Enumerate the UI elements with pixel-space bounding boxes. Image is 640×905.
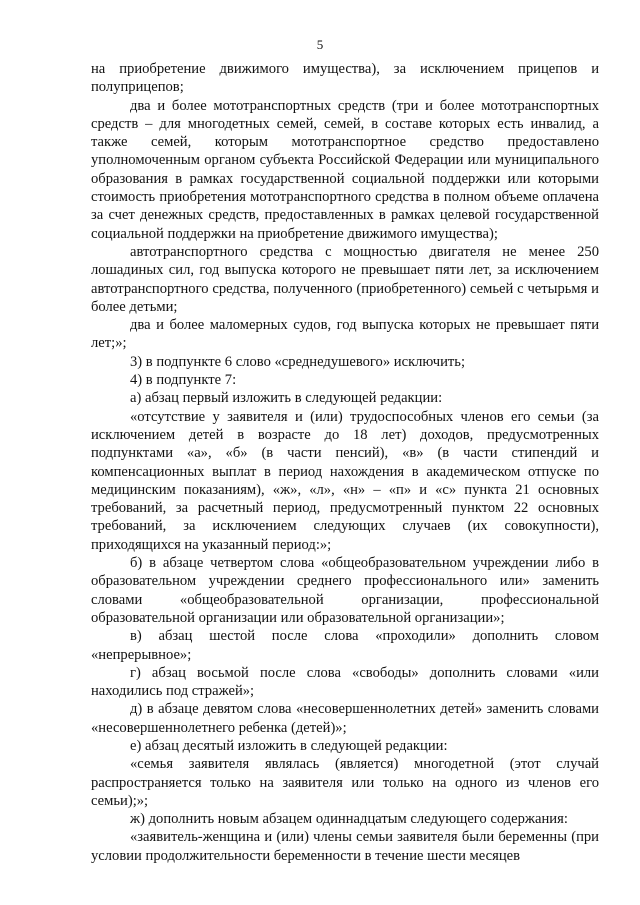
paragraph: «заявитель-женщина и (или) члены семьи заявителя были беременны (при условии продолжительности беременности в течение шести месяцев <box>91 829 599 864</box>
paragraph: два и более маломерных судов, год выпуска которых не превышает пяти лет;»; <box>91 317 599 352</box>
paragraph: два и более мототранспортных средств (три и более мототранспортных средств – для многодетных семей, семей, в составе которых есть инвалид, а также семей, которым мототранспортное средство предоставлено уполномоченным органом субъекта Российской Федерации или муниципального образования в рамках государственной социальной поддержки или которыми стоимость приобретения мототранспортного средства в полном объеме оплачена за счет денежных средств, предоставленных в рамках целевой государственной социальной поддержки на приобретение движимого имущества); <box>91 97 599 242</box>
paragraph: автотранспортного средства с мощностью двигателя не менее 250 лошадиных сил, год выпуска которого не превышает пяти лет, за исключением автотранспортного средства, полученного (приобретенного) семьей с четырьмя и более детьми; <box>91 243 599 315</box>
paragraph: в) абзац шестой после слова «проходили» дополнить словом «непрерывное»; <box>91 628 599 663</box>
paragraph: на приобретение движимого имущества), за исключением прицепов и полуприцепов; <box>91 61 599 96</box>
page-number: 5 <box>316 37 324 52</box>
paragraph: «семья заявителя являлась (является) многодетной (этот случай распространяется только на заявителя или только на одного из членов его семьи);»; <box>91 756 599 809</box>
paragraph: «отсутствие у заявителя и (или) трудоспособных членов его семьи (за исключением детей в возрасте до 18 лет) доходов, предусмотренных подпунктами «а», «б» (в части пенсий), «в» (в части стипендий и компенсационных выплат в период нахождения в академическом отпуске по медицинским показаниям), «ж», «л», «н» – «п» и «с» пункта 21 основных требований, за расчетный период, предусмотренный пунктом 22 основных требований, за исключением следующих случаев (их совокупности), приходящихся на указанный период:»; <box>91 408 599 553</box>
paragraph: а) абзац первый изложить в следующей редакции: <box>130 390 443 407</box>
paragraph: 3) в подпункте 6 слово «среднедушевого» исключить; <box>130 353 466 370</box>
paragraph: е) абзац десятый изложить в следующей редакции: <box>130 737 448 754</box>
paragraph: г) абзац восьмой после слова «свободы» дополнить словами «или находились под стражей»; <box>91 664 599 700</box>
paragraph: ж) дополнить новым абзацем одиннадцатым следующего содержания: <box>130 811 568 828</box>
paragraph: б) в абзаце четвертом слова «общеобразовательном учреждении либо в образовательном учреждении среднего профессионального или» заменить словами «общеобразовательной организации, профессиональной образовательной организации или образовательной организации»; <box>91 555 599 626</box>
paragraph: 4) в подпункте 7: <box>130 372 237 389</box>
paragraph: д) в абзаце девятом слова «несовершеннолетних детей» заменить словами «несовершеннолетнего ребенка (детей)»; <box>91 701 599 736</box>
document-body <box>91 60 599 865</box>
